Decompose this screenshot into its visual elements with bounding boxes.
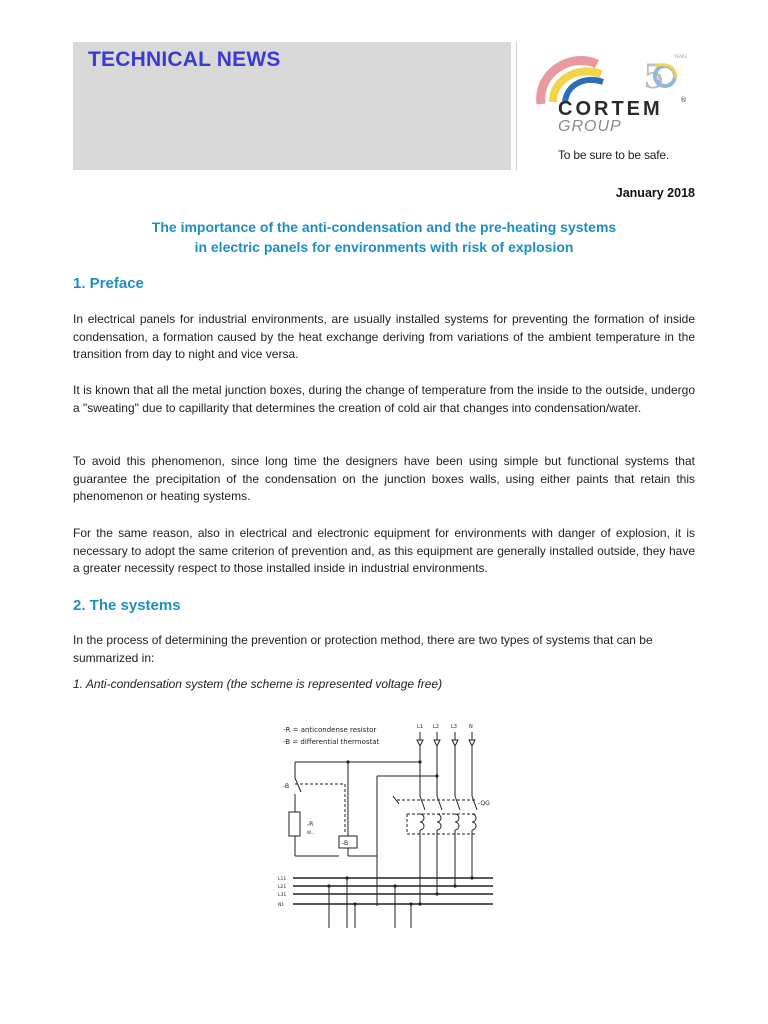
thermostat-box-label: -B [342, 840, 349, 847]
section-heading-preface: 1. Preface [73, 275, 144, 292]
logo-group: GROUP [558, 118, 622, 135]
paragraph: In the process of determining the prevention or protection method, there are two types of systems that can be summarized in: [73, 633, 653, 665]
document-title-line2: in electric panels for environments with risk of explosion [194, 239, 574, 255]
paragraph: For the same reason, also in electrical and electronic equipment for environments with danger of explosion, it is necessary to adopt the same criterion of prevention and, as this equipment are generally installed outside, they have a greater necessity respect to those installed inside in industrial environments. [73, 526, 695, 575]
document-title-line1: The importance of the anti-condensation and the pre-heating systems [151, 219, 617, 235]
list-item: 1. Anti-condensation system (the scheme is represented voltage free) [73, 677, 443, 691]
paragraph: In electrical panels for industrial environments, are usually installed systems for preventing the formation of inside condensation, a formation caused by the heat exchange deriving from variations of the ambient temperature in the transition from day to night and vice versa. [73, 312, 695, 361]
resistor-sublabel: W... [307, 830, 315, 835]
thermostat-label: -B [283, 783, 290, 790]
svg-text:®: ® [680, 96, 687, 104]
phase-label: N [469, 724, 473, 730]
breaker-label: -QG [478, 800, 490, 807]
phase-label: L3 [451, 724, 457, 730]
legend-r: -R = anticondense resistor [283, 726, 377, 734]
logo-brand: CORTEM [558, 98, 663, 120]
section-heading-systems: 2. The systems [73, 597, 181, 614]
page-title: TECHNICAL NEWS [88, 48, 281, 71]
bus-label: L31 [278, 893, 287, 898]
document-title [73, 217, 695, 257]
bus-label: N1 [278, 903, 285, 908]
paragraph: To avoid this phenomenon, since long time the designers have been using simple but functional systems that guarantee the precipitation of the condensation on the junction boxes walls, using either paints that retain this phenomenon or heating systems. [73, 454, 695, 503]
bus-label: L21 [278, 885, 287, 890]
legend-b: -B = differential thermostat [283, 738, 380, 746]
paragraph: It is known that all the metal junction boxes, during the change of temperature from the inside to the outside, undergo a "sweating" due to capillarity that determines the creation of cold air that changes into condensation/water. [73, 383, 695, 415]
phase-label: L2 [433, 724, 439, 730]
anticondensation-wiring-diagram [275, 718, 495, 930]
svg-text:5: 5 [643, 57, 665, 97]
logo-years-text: YEARS [674, 54, 688, 59]
logo-tagline: To be sure to be safe. [558, 148, 670, 162]
phase-label: L1 [417, 724, 423, 730]
resistor-label: -R [307, 821, 314, 828]
document-date: January 2018 [615, 186, 695, 200]
bus-label: L11 [278, 877, 287, 882]
